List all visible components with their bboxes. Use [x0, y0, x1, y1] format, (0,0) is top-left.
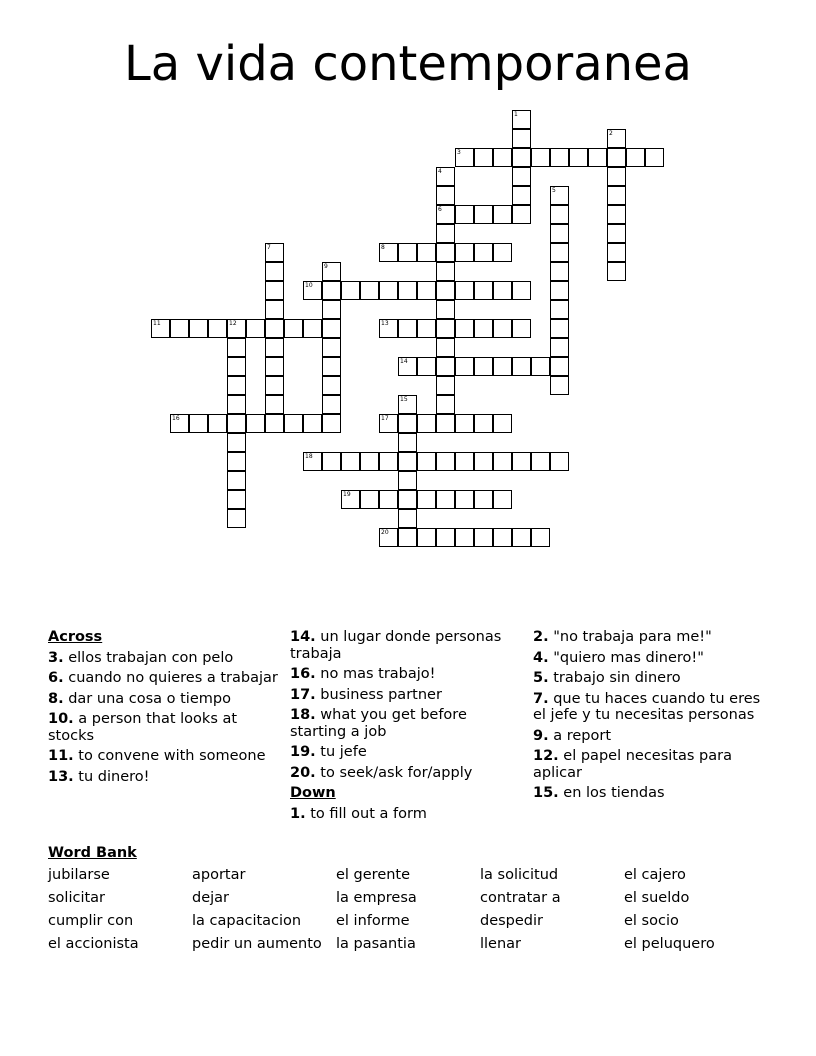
- grid-cell[interactable]: [455, 243, 474, 262]
- grid-cell[interactable]: [189, 319, 208, 338]
- grid-cell[interactable]: [455, 490, 474, 509]
- grid-cell[interactable]: [246, 414, 265, 433]
- grid-cell[interactable]: [550, 281, 569, 300]
- grid-cell[interactable]: [645, 148, 664, 167]
- grid-cell[interactable]: [512, 281, 531, 300]
- clue-across-13: 13. tu dinero!: [48, 768, 150, 785]
- grid-cell[interactable]: [436, 281, 455, 300]
- across-heading: Across: [48, 629, 103, 645]
- grid-cell[interactable]: [284, 414, 303, 433]
- grid-cell[interactable]: [436, 186, 455, 205]
- down-heading: Down: [290, 785, 336, 801]
- clues-col-1: [48, 629, 278, 789]
- grid-cell[interactable]: [398, 471, 417, 490]
- grid-cell[interactable]: [341, 281, 360, 300]
- grid-cell[interactable]: [493, 281, 512, 300]
- grid-cell[interactable]: [436, 243, 455, 262]
- grid-cell[interactable]: [493, 205, 512, 224]
- grid-cell[interactable]: [436, 262, 455, 281]
- grid-cell[interactable]: [284, 319, 303, 338]
- grid-cell[interactable]: [417, 357, 436, 376]
- grid-cell[interactable]: [607, 224, 626, 243]
- grid-cell[interactable]: [512, 167, 531, 186]
- word-bank-heading: Word Bank: [48, 845, 137, 861]
- clue-number: 15: [400, 396, 408, 403]
- clue-across-6: 6. cuando no quieres a trabajar: [48, 670, 278, 686]
- word-bank-item: solicitar: [48, 890, 106, 906]
- clue-number: 3: [457, 149, 461, 156]
- grid-cell[interactable]: [322, 319, 341, 338]
- word-bank-item: el gerente: [336, 867, 411, 883]
- grid-cell[interactable]: [474, 319, 493, 338]
- clue-across-16: 16. no mas trabajo!: [290, 666, 436, 682]
- grid-cell[interactable]: [493, 319, 512, 338]
- grid-cell[interactable]: [550, 319, 569, 338]
- grid-cell[interactable]: [379, 528, 398, 547]
- clue-down-15: 15. en los tiendas: [533, 785, 665, 801]
- word-bank-item: jubilarse: [48, 867, 110, 883]
- grid-cell[interactable]: [379, 281, 398, 300]
- grid-cell[interactable]: [550, 243, 569, 262]
- grid-cell[interactable]: [322, 452, 341, 471]
- clue-down-1: 1. to fill out a form: [290, 805, 427, 822]
- grid-cell[interactable]: [436, 224, 455, 243]
- grid-cell[interactable]: [550, 452, 569, 471]
- grid-cell[interactable]: [227, 338, 246, 357]
- grid-cell[interactable]: [170, 414, 189, 433]
- grid-cell[interactable]: [227, 395, 246, 414]
- grid-cell[interactable]: [265, 262, 284, 281]
- word-bank-item: el socio: [624, 913, 679, 929]
- grid-cell[interactable]: [493, 243, 512, 262]
- grid-cell[interactable]: [322, 262, 341, 281]
- word-bank-item: despedir: [480, 913, 543, 929]
- clue-number: 20: [381, 529, 389, 536]
- grid-cell[interactable]: [512, 452, 531, 471]
- clue-down-12: 12. el papel necesitas para aplicar: [533, 748, 732, 781]
- clue-number: 5: [552, 187, 556, 194]
- word-bank-item: cumplir con: [48, 913, 134, 929]
- grid-cell[interactable]: [455, 281, 474, 300]
- clue-number: 17: [381, 415, 389, 422]
- grid-cell[interactable]: [436, 338, 455, 357]
- word-bank-item: el informe: [336, 913, 410, 929]
- grid-cell[interactable]: [398, 433, 417, 452]
- grid-cell[interactable]: [455, 357, 474, 376]
- grid-cell[interactable]: [170, 319, 189, 338]
- grid-cell[interactable]: [303, 281, 322, 300]
- clue-number: 13: [381, 320, 389, 327]
- clue-down-7: 7. que tu haces cuando tu eres el jefe y tu necesitas personas: [533, 690, 761, 723]
- clue-number: 19: [343, 491, 351, 498]
- grid-cell[interactable]: [417, 414, 436, 433]
- grid-cell[interactable]: [607, 243, 626, 262]
- grid-cell[interactable]: [474, 490, 493, 509]
- grid-cell[interactable]: [550, 186, 569, 205]
- grid-cell[interactable]: [322, 300, 341, 319]
- grid-cell[interactable]: [474, 243, 493, 262]
- grid-cell[interactable]: [531, 528, 550, 547]
- grid-cell[interactable]: [455, 528, 474, 547]
- grid-cell[interactable]: [436, 319, 455, 338]
- word-bank-item: contratar a: [480, 890, 561, 906]
- clue-number: 14: [400, 358, 408, 365]
- grid-cell[interactable]: [322, 338, 341, 357]
- clue-number: 12: [229, 320, 237, 327]
- clue-number: 18: [305, 453, 313, 460]
- word-bank-item: la empresa: [336, 890, 417, 906]
- word-bank-item: el sueldo: [624, 890, 690, 906]
- grid-cell[interactable]: [436, 376, 455, 395]
- grid-cell[interactable]: [417, 452, 436, 471]
- word-bank: [48, 867, 768, 959]
- grid-cell[interactable]: [360, 452, 379, 471]
- grid-cell[interactable]: [379, 319, 398, 338]
- clue-number: 4: [438, 168, 442, 175]
- page-title: La vida contemporanea: [124, 36, 692, 92]
- grid-cell[interactable]: [512, 357, 531, 376]
- clue-number: 9: [324, 263, 328, 270]
- clue-number: 1: [514, 111, 518, 118]
- grid-cell[interactable]: [607, 262, 626, 281]
- grid-cell[interactable]: [531, 452, 550, 471]
- grid-cell[interactable]: [417, 490, 436, 509]
- grid-cell[interactable]: [436, 357, 455, 376]
- clue-number: 8: [381, 244, 385, 251]
- clue-number: 2: [609, 130, 613, 137]
- grid-cell[interactable]: [607, 148, 626, 167]
- grid-cell[interactable]: [531, 357, 550, 376]
- grid-cell[interactable]: [436, 528, 455, 547]
- grid-cell[interactable]: [227, 414, 246, 433]
- grid-cell[interactable]: [436, 452, 455, 471]
- grid-cell[interactable]: [493, 452, 512, 471]
- grid-cell[interactable]: [607, 186, 626, 205]
- word-bank-item: pedir un aumento: [192, 936, 322, 952]
- grid-cell[interactable]: [550, 376, 569, 395]
- grid-cell[interactable]: [227, 319, 246, 338]
- grid-cell[interactable]: [208, 319, 227, 338]
- grid-cell[interactable]: [227, 376, 246, 395]
- grid-cell[interactable]: [398, 452, 417, 471]
- grid-cell[interactable]: [265, 376, 284, 395]
- grid-cell[interactable]: [265, 414, 284, 433]
- word-bank-item: el accionista: [48, 936, 139, 952]
- grid-cell[interactable]: [512, 129, 531, 148]
- clue-number: 16: [172, 415, 180, 422]
- clue-across-14: 14. un lugar donde personas trabaja: [290, 629, 502, 662]
- clue-across-10: 10. a person that looks at stocks: [48, 711, 238, 744]
- grid-cell[interactable]: [265, 300, 284, 319]
- grid-cell[interactable]: [398, 528, 417, 547]
- word-bank-item: dejar: [192, 890, 230, 906]
- clues-col-2: [290, 629, 520, 826]
- grid-cell[interactable]: [398, 395, 417, 414]
- grid-cell[interactable]: [550, 148, 569, 167]
- grid-cell[interactable]: [189, 414, 208, 433]
- grid-cell[interactable]: [550, 338, 569, 357]
- grid-cell[interactable]: [417, 528, 436, 547]
- grid-cell[interactable]: [398, 319, 417, 338]
- word-bank-item: la pasantia: [336, 936, 416, 952]
- grid-cell[interactable]: [379, 452, 398, 471]
- clue-across-18: 18. what you get before starting a job: [290, 707, 467, 740]
- grid-cell[interactable]: [265, 243, 284, 262]
- grid-cell[interactable]: [398, 509, 417, 528]
- grid-cell[interactable]: [474, 148, 493, 167]
- clue-across-20: 20. to seek/ask for/apply: [290, 764, 473, 781]
- clue-across-11: 11. to convene with someone: [48, 748, 266, 764]
- grid-cell[interactable]: [227, 452, 246, 471]
- grid-cell[interactable]: [322, 281, 341, 300]
- clue-across-8: 8. dar una cosa o tiempo: [48, 690, 231, 707]
- grid-cell[interactable]: [379, 490, 398, 509]
- clue-across-17: 17. business partner: [290, 686, 442, 703]
- grid-cell[interactable]: [303, 319, 322, 338]
- grid-cell[interactable]: [360, 281, 379, 300]
- grid-cell[interactable]: [474, 205, 493, 224]
- grid-cell[interactable]: [417, 281, 436, 300]
- grid-cell[interactable]: [379, 243, 398, 262]
- grid-cell[interactable]: [588, 148, 607, 167]
- grid-cell[interactable]: [341, 490, 360, 509]
- word-bank-item: llenar: [480, 936, 522, 952]
- grid-cell[interactable]: [474, 281, 493, 300]
- grid-cell[interactable]: [512, 528, 531, 547]
- grid-cell[interactable]: [550, 262, 569, 281]
- clue-number: 10: [305, 282, 313, 289]
- grid-cell[interactable]: [398, 414, 417, 433]
- grid-cell[interactable]: [227, 433, 246, 452]
- grid-cell[interactable]: [322, 376, 341, 395]
- grid-cell[interactable]: [512, 148, 531, 167]
- grid-cell[interactable]: [227, 509, 246, 528]
- grid-cell[interactable]: [303, 452, 322, 471]
- grid-cell[interactable]: [379, 414, 398, 433]
- grid-cell[interactable]: [436, 300, 455, 319]
- grid-cell[interactable]: [512, 186, 531, 205]
- grid-cell[interactable]: [436, 167, 455, 186]
- grid-cell[interactable]: [493, 490, 512, 509]
- grid-cell[interactable]: [550, 224, 569, 243]
- grid-cell[interactable]: [151, 319, 170, 338]
- clue-down-4: 4. "quiero mas dinero!": [533, 649, 704, 666]
- grid-cell[interactable]: [607, 205, 626, 224]
- grid-cell[interactable]: [493, 357, 512, 376]
- grid-cell[interactable]: [455, 148, 474, 167]
- clue-down-9: 9. a report: [533, 727, 611, 744]
- grid-cell[interactable]: [208, 414, 227, 433]
- grid-cell[interactable]: [265, 338, 284, 357]
- grid-cell[interactable]: [322, 357, 341, 376]
- grid-cell[interactable]: [265, 395, 284, 414]
- clue-across-19: 19. tu jefe: [290, 744, 367, 760]
- grid-cell[interactable]: [474, 414, 493, 433]
- grid-cell[interactable]: [493, 148, 512, 167]
- grid-cell[interactable]: [512, 205, 531, 224]
- grid-cell[interactable]: [531, 148, 550, 167]
- word-bank-item: aportar: [192, 867, 246, 883]
- word-bank-item: el peluquero: [624, 936, 715, 952]
- word-bank-item: el cajero: [624, 867, 686, 883]
- grid-cell[interactable]: [493, 414, 512, 433]
- grid-cell[interactable]: [265, 319, 284, 338]
- word-bank-item: la capacitacion: [192, 913, 302, 929]
- grid-cell[interactable]: [512, 319, 531, 338]
- grid-cell[interactable]: [607, 167, 626, 186]
- grid-cell[interactable]: [455, 205, 474, 224]
- grid-cell[interactable]: [436, 205, 455, 224]
- grid-cell[interactable]: [322, 395, 341, 414]
- grid-cell[interactable]: [455, 452, 474, 471]
- clue-down-5: 5. trabajo sin dinero: [533, 670, 681, 686]
- grid-cell[interactable]: [455, 414, 474, 433]
- clues-col-3: [533, 629, 773, 806]
- grid-cell[interactable]: [474, 528, 493, 547]
- clue-number: 7: [267, 244, 271, 251]
- grid-cell[interactable]: [417, 319, 436, 338]
- word-bank-item: la solicitud: [480, 867, 559, 883]
- grid-cell[interactable]: [303, 414, 322, 433]
- grid-cell[interactable]: [512, 110, 531, 129]
- grid-cell[interactable]: [227, 357, 246, 376]
- grid-cell[interactable]: [246, 319, 265, 338]
- clue-number: 11: [153, 320, 161, 327]
- grid-cell[interactable]: [398, 490, 417, 509]
- grid-cell[interactable]: [265, 357, 284, 376]
- grid-cell[interactable]: [550, 357, 569, 376]
- grid-cell[interactable]: [436, 395, 455, 414]
- grid-cell[interactable]: [265, 281, 284, 300]
- grid-cell[interactable]: [398, 243, 417, 262]
- grid-cell[interactable]: [569, 148, 588, 167]
- grid-cell[interactable]: [550, 205, 569, 224]
- grid-cell[interactable]: [626, 148, 645, 167]
- clue-number: 6: [438, 206, 442, 213]
- grid-cell[interactable]: [436, 414, 455, 433]
- grid-cell[interactable]: [474, 452, 493, 471]
- grid-cell[interactable]: [398, 357, 417, 376]
- grid-cell[interactable]: [227, 490, 246, 509]
- grid-cell[interactable]: [360, 490, 379, 509]
- grid-cell[interactable]: [322, 414, 341, 433]
- grid-cell[interactable]: [455, 319, 474, 338]
- grid-cell[interactable]: [341, 452, 360, 471]
- grid-cell[interactable]: [398, 281, 417, 300]
- clue-down-2: 2. "no trabaja para me!": [533, 629, 712, 645]
- grid-cell[interactable]: [436, 490, 455, 509]
- clue-across-3: 3. ellos trabajan con pelo: [48, 649, 234, 666]
- grid-cell[interactable]: [417, 243, 436, 262]
- grid-cell[interactable]: [607, 129, 626, 148]
- grid-cell[interactable]: [227, 471, 246, 490]
- grid-cell[interactable]: [493, 528, 512, 547]
- grid-cell[interactable]: [550, 300, 569, 319]
- grid-cell[interactable]: [474, 357, 493, 376]
